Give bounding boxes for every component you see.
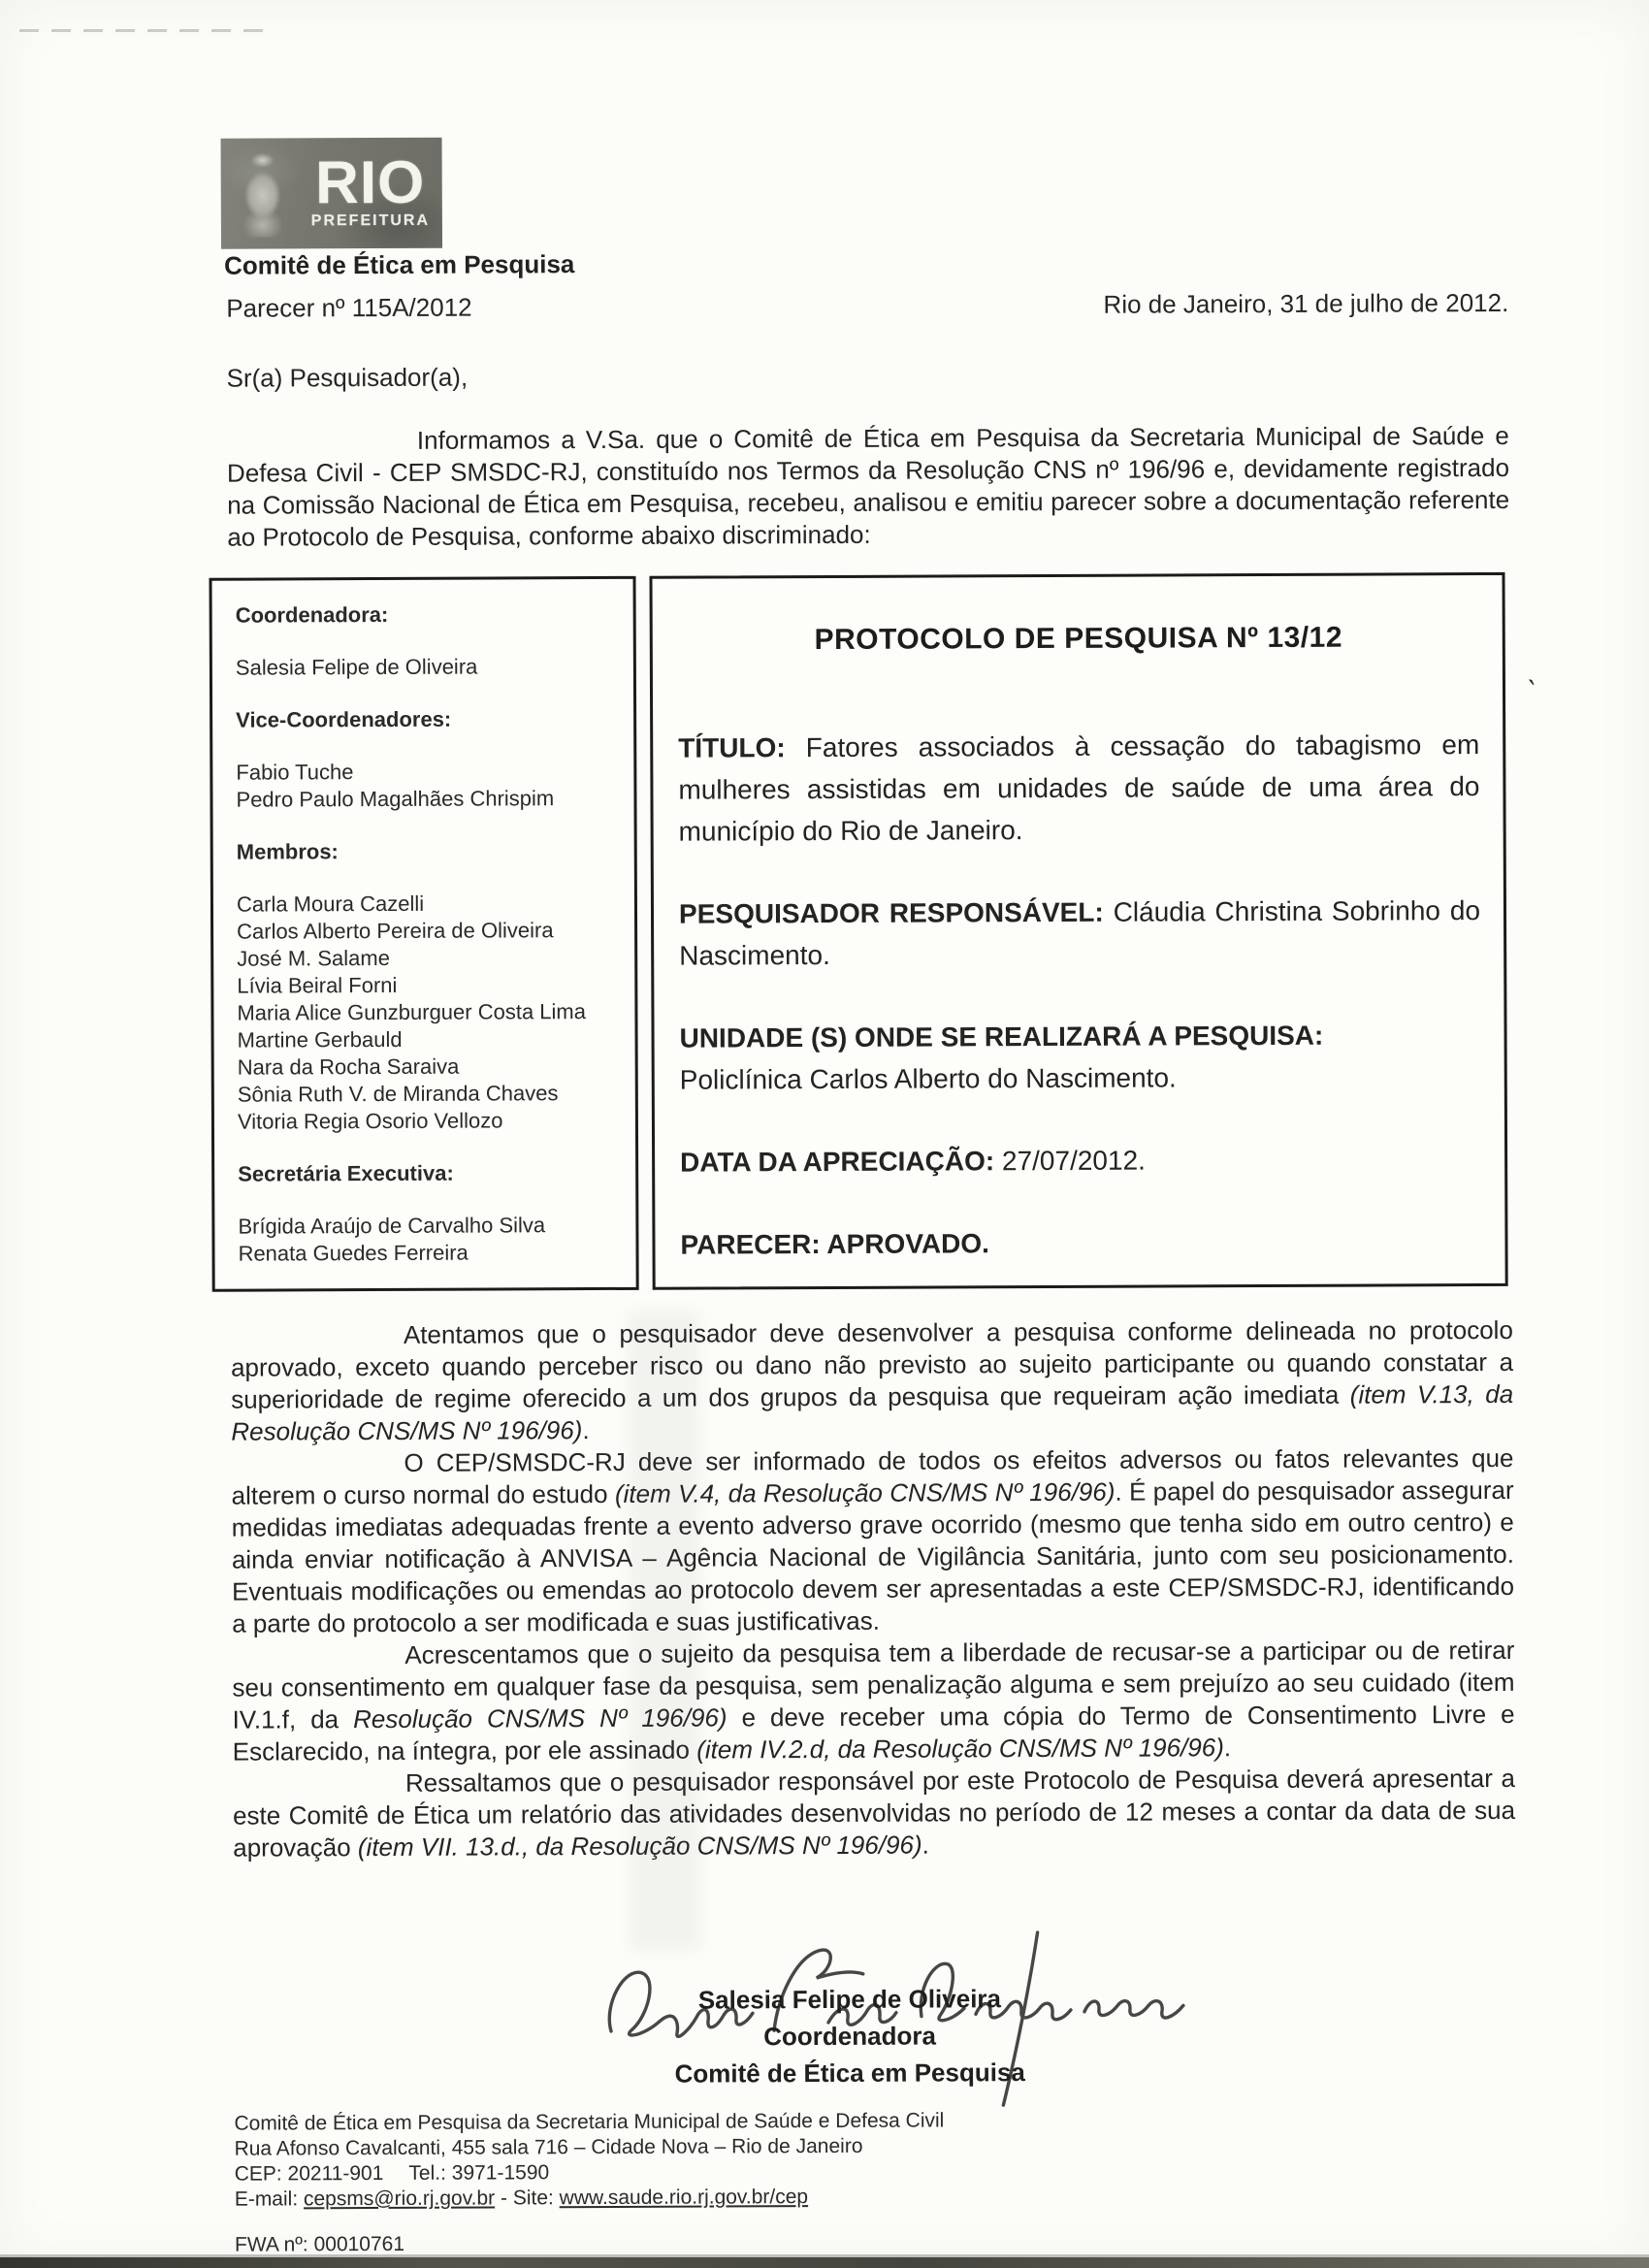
secretary-name: Brígida Araújo de Carvalho Silva <box>238 1213 546 1239</box>
footer-address-line: Rua Afonso Cavalcanti, 455 sala 716 – Cidade Nova – Rio de Janeiro <box>234 2134 863 2160</box>
city-and-date: Rio de Janeiro, 31 de julho de 2012. <box>1103 287 1509 319</box>
data-apreciacao-value: 27/07/2012. <box>994 1145 1146 1177</box>
committee-members-box <box>209 576 638 1292</box>
unidade-label: UNIDADE (S) ONDE SE REALIZARÁ A PESQUISA: <box>679 1020 1324 1053</box>
field-parecer <box>680 1220 1481 1266</box>
scanner-ghost-streak <box>628 1311 702 1951</box>
scan-mark-artifact: ` <box>1521 675 1538 709</box>
data-apreciacao-label: DATA DA APRECIAÇÃO: <box>680 1146 995 1178</box>
member-name: Lívia Beiral Forni <box>237 972 398 998</box>
parecer-date-row <box>226 288 1508 324</box>
scanner-edge-band <box>0 2257 1649 2268</box>
member-name: Carla Moura Cazelli <box>236 891 425 917</box>
members-label: Membros: <box>236 839 339 864</box>
footer-contact-line <box>235 2184 945 2212</box>
paragraph-ressaltamos: Ressaltamos que o pesquisador responsável por este Protocolo de Pesquisa deverá apresentar a este Comitê de Ética um relatório das atividades desenvolvidas no período de 12 meses a contar da data de sua aprovação (item VII. 13.d., da Resolução CNS/MS Nº 196/96). <box>232 1763 1516 1863</box>
footer-org-line: Comitê de Ética em Pesquisa da Secretaria Municipal de Saúde e Defesa Civil <box>234 2109 945 2135</box>
fwa-number: FWA nº: 00010761 <box>234 2232 405 2256</box>
parecer-label: PARECER: <box>680 1229 821 1260</box>
footer-cep: CEP: 20211-901 <box>234 2161 384 2186</box>
field-titulo <box>678 724 1480 853</box>
footer-address-block <box>234 2108 944 2212</box>
member-name: Nara da Rocha Saraiva <box>237 1053 460 1080</box>
member-name: Martine Gerbauld <box>237 1026 403 1053</box>
member-name: Sônia Ruth V. de Miranda Chaves <box>237 1081 559 1107</box>
titulo-value: Fatores associados à cessação do tabagismo em mulheres assistidas em unidades de saúde de uma área do município do Rio de Janeiro. <box>678 729 1480 847</box>
paragraph-atentamos: Atentamos que o pesquisador deve desenvolver a pesquisa conforme delineada no protocolo aprovado, exceto quando perceber risco ou dano não previsto ao sujeito participante ou quando constatar a superioridade de regime oferecido a um dos grupos da pesquisa que requeiram ação imediata (item V.13, da Resolução CNS/MS Nº 196/96). <box>230 1314 1514 1446</box>
footer-cep-tel-line <box>235 2158 945 2187</box>
member-name: José M. Salame <box>237 945 390 971</box>
paragraph-cep-informado: O CEP/SMSDC-RJ deve ser informado de todos os efeitos adversos ou fatos relevantes que alterem o curso normal do estudo (item V.4, da Resolução CNS/MS Nº 196/96). É papel do pesquisador assegurar medidas imediatas adequadas frente a evento adverso grave ocorrido (mesmo que tenha sido em outro centro) e ainda enviar notificação à ANVISA – Agência Nacional de Vigilância Sanitária, junto com seu posicionamento. Eventuais modificações ou emendas ao protocolo devem ser apresentadas a este CEP/SMSDC-RJ, identificando a parte do protocolo a ser modificada e suas justificativas. <box>231 1442 1515 1638</box>
parecer-value: APROVADO. <box>820 1228 989 1260</box>
member-name: Vitoria Regia Osorio Vellozo <box>237 1108 503 1134</box>
body-text <box>231 1314 1515 1864</box>
paragraph-acrescentamos: Acrescentamos que o sujeito da pesquisa tem a liberdade de recusar-se a participar ou de retirar seu consentimento em qualquer fase da pesquisa, sem penalização alguma e sem prejuízo ao seu cuidado (item IV.1.f, da Resolução CNS/MS Nº 196/96) e deve receber uma cópia do Termo de Consentimento Livre e Esclarecido, na íntegra, por ele assinado (item IV.2.d, da Resolução CNS/MS Nº 196/96). <box>232 1635 1515 1766</box>
footer-email-label: E-mail: <box>234 2187 305 2211</box>
signatory-role: Coordenadora <box>763 2021 936 2052</box>
signature-block <box>510 1979 1189 2092</box>
intro-paragraph: Informamos a V.Sa. que o Comitê de Ética em Pesquisa da Secretaria Municipal de Saúde e Defesa Civil - CEP SMSDC-RJ, constituído nos Termos da Resolução CNS nº 196/96 e, devidamente registrado na Comissão Nacional de Ética em Pesquisa, recebeu, analisou e emitiu parecer sobre a documentação referente ao Protocolo de Pesquisa, conforme abaixo discriminado: <box>226 420 1510 552</box>
rio-prefeitura-logo <box>221 138 442 249</box>
footer-site-link: www.saude.rio.rj.gov.br/cep <box>559 2186 809 2210</box>
field-unidade <box>679 1014 1480 1101</box>
pesquisador-label: PESQUISADOR RESPONSÁVEL: <box>678 896 1104 929</box>
salutation: Sr(a) Pesquisador(a), <box>226 362 469 393</box>
pesquisador-value: Cláudia Christina Sobrinho do Nascimento. <box>679 895 1481 971</box>
titulo-label: TÍTULO: <box>678 732 786 763</box>
footer-email-link: cepsms@rio.rj.gov.br <box>303 2187 496 2211</box>
vice-coordinators-label: Vice-Coordenadores: <box>236 706 452 732</box>
executive-secretary-label: Secretária Executiva: <box>238 1160 454 1186</box>
unidade-value: Policlínica Carlos Alberto do Nascimento. <box>679 1062 1177 1095</box>
vice-coordinator-name: Fabio Tuche <box>236 760 354 785</box>
protocol-box <box>649 572 1507 1290</box>
footer-phone: Tel.: 3971-1590 <box>408 2161 550 2185</box>
parecer-number: Parecer nº 115A/2012 <box>226 292 472 323</box>
secretary-name: Renata Guedes Ferreira <box>238 1240 469 1266</box>
coat-of-arms-icon <box>221 138 305 248</box>
logo-prefeitura-wordmark: PREFEITURA <box>310 211 431 230</box>
footer-site-label: - Site: <box>495 2187 560 2210</box>
signatory-org: Comitê de Ética em Pesquisa <box>674 2057 1025 2089</box>
coordinator-label: Coordenadora: <box>235 601 389 628</box>
member-name: Maria Alice Gunzburguer Costa Lima <box>237 999 587 1025</box>
field-pesquisador <box>679 890 1480 977</box>
signatory-name: Salesia Felipe de Oliveira <box>697 1984 1002 2015</box>
committee-title: Comitê de Ética em Pesquisa <box>224 249 575 280</box>
coordinator-name: Salesia Felipe de Oliveira <box>235 654 478 680</box>
protocol-title: PROTOCOLO DE PESQUISA Nº 13/12 <box>814 621 1343 657</box>
vice-coordinator-name: Pedro Paulo Magalhães Chrispim <box>236 786 555 812</box>
field-data-apreciacao <box>680 1138 1481 1183</box>
member-name: Carlos Alberto Pereira de Oliveira <box>237 918 554 944</box>
logo-rio-wordmark: RIO <box>314 148 426 217</box>
